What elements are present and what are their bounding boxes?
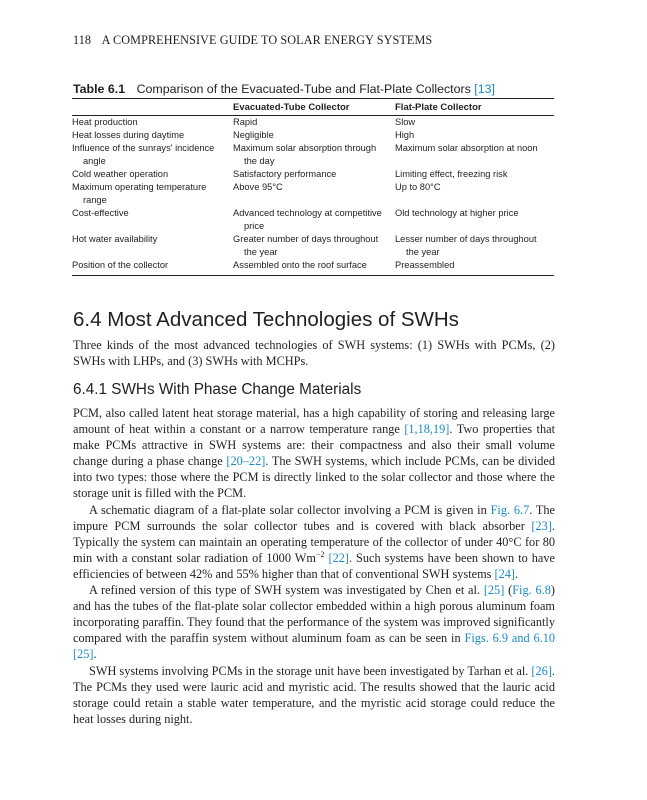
text-run: A refined version of this type of SWH system was investigated by Chen et al. bbox=[89, 583, 484, 598]
table-row bbox=[72, 116, 554, 130]
running-header bbox=[73, 33, 432, 48]
table-row bbox=[72, 129, 554, 142]
figure-link[interactable]: Fig. 6.7 bbox=[490, 502, 530, 517]
section-title: 6.4 Most Advanced Technologies of SWHs bbox=[73, 308, 459, 331]
citation-link[interactable]: [25] bbox=[73, 647, 94, 662]
column-header: Evacuated-Tube Collector bbox=[233, 99, 395, 116]
table-cell: Rapid bbox=[233, 117, 258, 127]
table-cell: Heat losses during daytime bbox=[72, 130, 185, 140]
cell-text-continuation: price bbox=[244, 221, 265, 231]
text-run: ( bbox=[504, 583, 513, 598]
text-run: . The impure PCM surrounds the solar collector tubes and is covered with black absorber bbox=[73, 502, 555, 533]
figure-link[interactable]: Figs. 6.9 and 6.10 bbox=[464, 631, 556, 646]
text-run: . bbox=[93, 647, 97, 662]
text-run: . bbox=[515, 566, 519, 581]
text-run: . The PCMs they used were lauric acid and myristic acid. The results showed that the lauric acid storage could retain a stable water temperature, and the myristic acid storage could reduce the heat losses during night. bbox=[73, 663, 555, 726]
cell-text: Greater number of days throughout bbox=[233, 234, 379, 244]
table-cell: Satisfactory performance bbox=[233, 169, 337, 179]
body-text-block bbox=[73, 405, 555, 727]
paragraph bbox=[73, 502, 555, 582]
table-cell: Maximum solar absorption at noon bbox=[395, 143, 538, 153]
text-run: . The SWH systems, which include PCMs, can be divided into two types: those where the PCM is directly linked to the solar collector and those where the storage unit is filled with the PCM. bbox=[73, 454, 555, 501]
superscript: −2 bbox=[315, 549, 325, 559]
table-cell: Old technology at higher price bbox=[395, 208, 519, 218]
citation-link[interactable]: [25] bbox=[483, 583, 505, 598]
citation-link[interactable]: [23] bbox=[531, 518, 552, 533]
table-citation-link[interactable]: [13] bbox=[474, 82, 495, 96]
table-caption bbox=[73, 82, 495, 96]
paragraph bbox=[73, 405, 555, 502]
table-row bbox=[72, 233, 554, 259]
table-cell: Above 95°C bbox=[233, 182, 283, 192]
table-cell: Negligible bbox=[233, 130, 274, 140]
text-run: . Such systems have been shown to have efficiencies of between 42% and 55% higher than that of conventional SWH systems bbox=[73, 550, 555, 581]
table-cell: High bbox=[395, 130, 415, 140]
section-intro-paragraph bbox=[73, 337, 555, 369]
comparison-table bbox=[72, 98, 554, 276]
table-cell bbox=[233, 142, 395, 168]
table-cell: Assembled onto the roof surface bbox=[233, 260, 367, 270]
table-cell bbox=[395, 233, 554, 259]
cell-text-continuation: the day bbox=[244, 156, 275, 166]
paragraph-text: Three kinds of the most advanced technologies of SWH systems: (1) SWHs with PCMs, (2) SWHs with LHPs, and (3) SWHs with MCHPs. bbox=[73, 338, 555, 369]
running-title: A COMPREHENSIVE GUIDE TO SOLAR ENERGY SYSTEMS bbox=[101, 33, 433, 47]
text-run: SWH systems involving PCMs in the storage unit have been investigated by Tarhan et al. bbox=[89, 663, 532, 678]
cell-text: Influence of the sunrays' incidence bbox=[72, 143, 215, 153]
column-header: Flat-Plate Collector bbox=[395, 99, 554, 116]
table-row bbox=[72, 142, 554, 168]
subsection-title: 6.4.1 SWHs With Phase Change Materials bbox=[73, 381, 362, 398]
cell-text-continuation: angle bbox=[83, 156, 106, 166]
table-caption-text: Comparison of the Evacuated-Tube and Flat-Plate Collectors bbox=[136, 82, 471, 96]
table-cell: Cost-effective bbox=[72, 208, 129, 218]
table-row bbox=[72, 168, 554, 181]
citation-link[interactable]: [22] bbox=[328, 550, 349, 565]
text-run: . Typically the system can maintain an operating temperature of the collector of under 40°C for 80 min with a constant solar radiation of 1000 Wm bbox=[73, 518, 555, 565]
table-row bbox=[72, 181, 554, 207]
paragraph bbox=[73, 582, 555, 662]
cell-text-continuation: the year bbox=[244, 247, 278, 257]
text-run: . Two properties that make PCMs attractive in SWH systems are: their compactness and also their small volume change during a phase change bbox=[73, 422, 555, 469]
citation-link[interactable]: [24] bbox=[494, 566, 516, 581]
text-run: ) and has the tubes of the flat-plate solar collector embedded within a high porous aluminum foam incorporating paraffin. They found that the performance of the system was improved significantly compared with the paraffin system without aluminum foam as can be seen in bbox=[73, 583, 555, 646]
text-run: PCM, also called latent heat storage material, has a high capability of storing and releasing large amount of heat within a constant or a narrow temperature range bbox=[73, 406, 555, 437]
table-cell: Limiting effect, freezing risk bbox=[395, 169, 508, 179]
text-run: A schematic diagram of a flat-plate solar collector involving a PCM is given in bbox=[89, 502, 491, 517]
table-cell: Heat production bbox=[72, 117, 138, 127]
table-cell: Cold weather operation bbox=[72, 169, 169, 179]
column-header bbox=[72, 99, 233, 116]
citation-link[interactable]: [26] bbox=[531, 663, 552, 678]
table-label: Table 6.1 bbox=[73, 82, 126, 96]
cell-text: Maximum solar absorption through bbox=[233, 143, 377, 153]
cell-text-continuation: range bbox=[83, 195, 107, 205]
table-cell: Hot water availability bbox=[72, 234, 158, 244]
table-cell bbox=[72, 142, 233, 168]
citation-link[interactable]: [20–22] bbox=[226, 454, 266, 469]
table-cell: Slow bbox=[395, 117, 416, 127]
table-cell bbox=[233, 207, 395, 233]
table-cell: Preassembled bbox=[395, 260, 455, 270]
page-number: 118 bbox=[73, 33, 92, 47]
table-row bbox=[72, 207, 554, 233]
table-row bbox=[72, 259, 554, 276]
table-cell: Up to 80°C bbox=[395, 182, 441, 192]
table-header-row bbox=[72, 99, 554, 116]
cell-text: Lesser number of days throughout bbox=[395, 234, 537, 244]
cell-text-continuation: the year bbox=[406, 247, 440, 257]
table-cell: Position of the collector bbox=[72, 260, 169, 270]
figure-link[interactable]: Fig. 6.8 bbox=[512, 583, 551, 598]
cell-text: Advanced technology at competitive bbox=[233, 208, 382, 218]
table-cell bbox=[72, 181, 233, 207]
paragraph bbox=[73, 663, 555, 727]
table-cell bbox=[233, 233, 395, 259]
citation-link[interactable]: [1,18,19] bbox=[404, 422, 450, 437]
cell-text: Maximum operating temperature bbox=[72, 182, 207, 192]
